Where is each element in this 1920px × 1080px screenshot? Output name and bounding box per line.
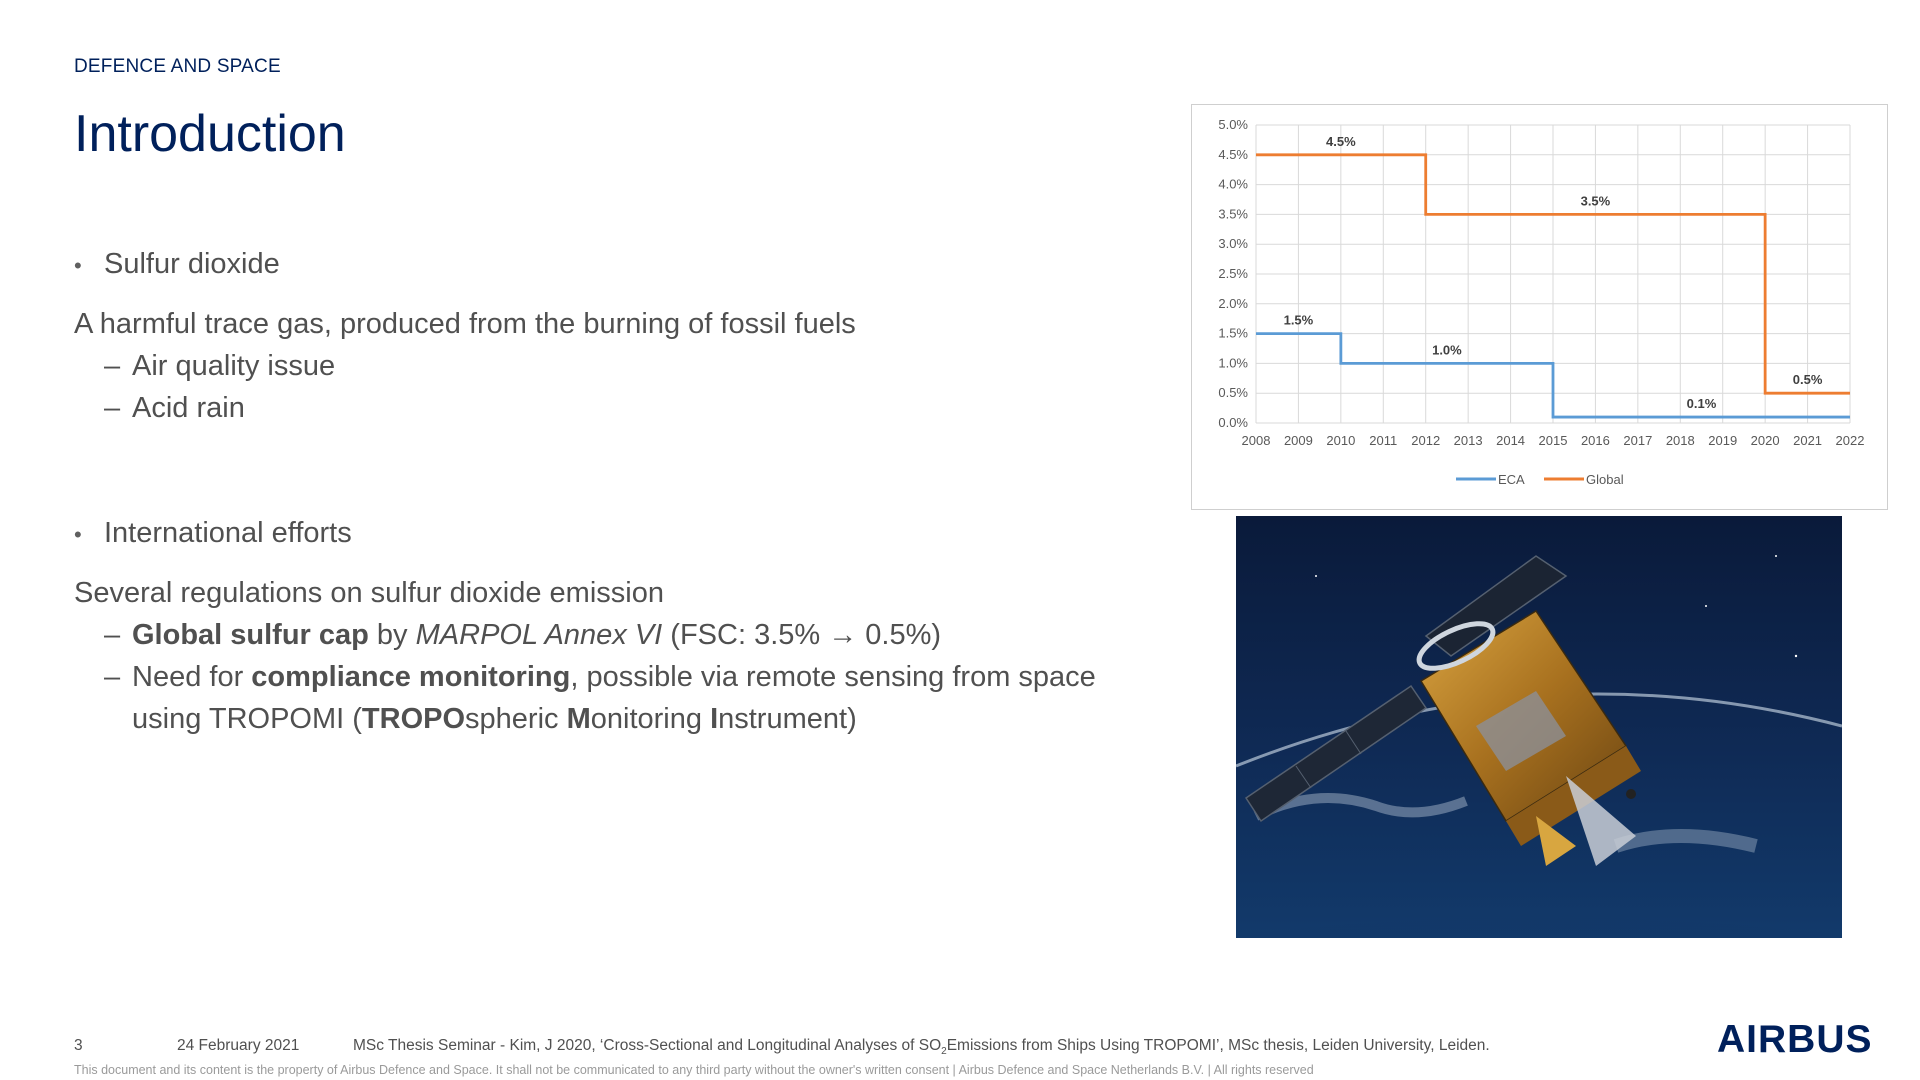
y-tick-label: 4.5% bbox=[1218, 146, 1248, 162]
footer-line bbox=[74, 1037, 1490, 1057]
legend-label-global: Global bbox=[1586, 472, 1624, 487]
sub-item-global-cap bbox=[74, 614, 1154, 656]
brand-header: DEFENCE AND SPACE bbox=[74, 56, 281, 77]
footer-legal: This document and its content is the property of Airbus Defence and Space. It shall not be communicated to any third party without the owner's written consent | Airbus Defence and Space Netherlands B.V. | All rights reserved bbox=[74, 1063, 1314, 1077]
y-tick-label: 4.0% bbox=[1218, 176, 1248, 192]
x-tick-label: 2017 bbox=[1623, 433, 1653, 448]
sub-item-text: Acid rain bbox=[132, 392, 245, 424]
bullet-text: International efforts bbox=[104, 517, 352, 549]
bullet-dot-icon: • bbox=[74, 522, 82, 547]
bullet-sulfur-dioxide bbox=[74, 248, 1154, 288]
sub-item-air-quality bbox=[74, 345, 1154, 387]
x-tick-label: 2019 bbox=[1708, 433, 1738, 448]
sub-item-text: Need for compliance monitoring, possible via remote sensing from space using TROPOMI (TROPOspheric Monitoring Instrument) bbox=[132, 661, 1096, 735]
data-label: 3.5% bbox=[1580, 193, 1611, 209]
paragraph-harmful-gas: A harmful trace gas, produced from the burning of fossil fuels bbox=[74, 308, 856, 340]
y-tick-label: 1.5% bbox=[1218, 325, 1248, 341]
data-label: 0.5% bbox=[1792, 372, 1823, 388]
x-tick-label: 2013 bbox=[1453, 433, 1483, 448]
dash-icon: – bbox=[104, 392, 121, 424]
y-tick-label: 2.0% bbox=[1218, 295, 1248, 311]
sub-item-text: Air quality issue bbox=[132, 350, 336, 382]
footer-citation: MSc Thesis Seminar - Kim, J 2020, ‘Cross-Sectional and Longitudinal Analyses of $SO_2Emissions$ from Ships Using TROPOMI’, MSc thesis, Leiden University, Leiden. bbox=[353, 1037, 1490, 1058]
y-tick-label: 0.0% bbox=[1218, 415, 1248, 430]
sub-item-compliance bbox=[74, 656, 1154, 740]
y-tick-label: 1.0% bbox=[1218, 355, 1248, 371]
y-tick-label: 3.5% bbox=[1218, 206, 1248, 222]
x-tick-label: 2018 bbox=[1665, 433, 1695, 448]
x-tick-label: 2014 bbox=[1496, 433, 1526, 448]
x-tick-label: 2015 bbox=[1538, 433, 1568, 448]
x-tick-label: 2010 bbox=[1326, 433, 1356, 448]
airbus-logo: AIRBUS bbox=[1717, 1018, 1873, 1061]
x-tick-label: 2020 bbox=[1750, 433, 1780, 448]
y-tick-label: 2.5% bbox=[1218, 266, 1248, 281]
bullet-text: Sulfur dioxide bbox=[104, 248, 280, 280]
data-label: 4.5% bbox=[1326, 133, 1356, 149]
x-tick-label: 2012 bbox=[1411, 433, 1441, 448]
y-tick-label: 5.0% bbox=[1218, 117, 1248, 132]
sulfur-cap-chart bbox=[1191, 104, 1888, 510]
y-tick-label: 3.0% bbox=[1218, 236, 1248, 252]
slide-content bbox=[74, 248, 1154, 740]
x-tick-label: 2016 bbox=[1580, 433, 1610, 448]
x-tick-label: 2021 bbox=[1793, 433, 1823, 448]
satellite-image bbox=[1236, 516, 1842, 938]
page-title: Introduction bbox=[74, 105, 346, 163]
dash-icon: – bbox=[104, 350, 121, 382]
footer-date: 24 February 2021 bbox=[177, 1037, 300, 1054]
x-tick-label: 2008 bbox=[1241, 433, 1271, 448]
data-label: 1.5% bbox=[1283, 312, 1314, 328]
x-tick-label: 2011 bbox=[1369, 433, 1398, 448]
page-number: 3 bbox=[74, 1037, 83, 1054]
bullet-dot-icon: • bbox=[74, 253, 82, 278]
sub-item-acid-rain bbox=[74, 387, 1154, 429]
x-tick-label: 2022 bbox=[1835, 433, 1865, 448]
data-label: 1.0% bbox=[1432, 342, 1462, 358]
sub-item-text: Global sulfur cap by MARPOL Annex VI (FSC: 3.5% → 0.5%) bbox=[132, 619, 942, 651]
chart-svg bbox=[1192, 105, 1889, 511]
satellite-illustration bbox=[1236, 516, 1842, 938]
data-label: 0.1% bbox=[1686, 396, 1717, 412]
y-tick-label: 0.5% bbox=[1218, 385, 1248, 401]
x-tick-label: 2009 bbox=[1283, 433, 1313, 448]
paragraph-regulations: Several regulations on sulfur dioxide emission bbox=[74, 577, 664, 609]
legend-label-eca: ECA bbox=[1498, 472, 1525, 487]
dash-icon: – bbox=[104, 661, 121, 693]
bullet-international-efforts bbox=[74, 517, 1154, 557]
dash-icon: – bbox=[104, 619, 121, 651]
